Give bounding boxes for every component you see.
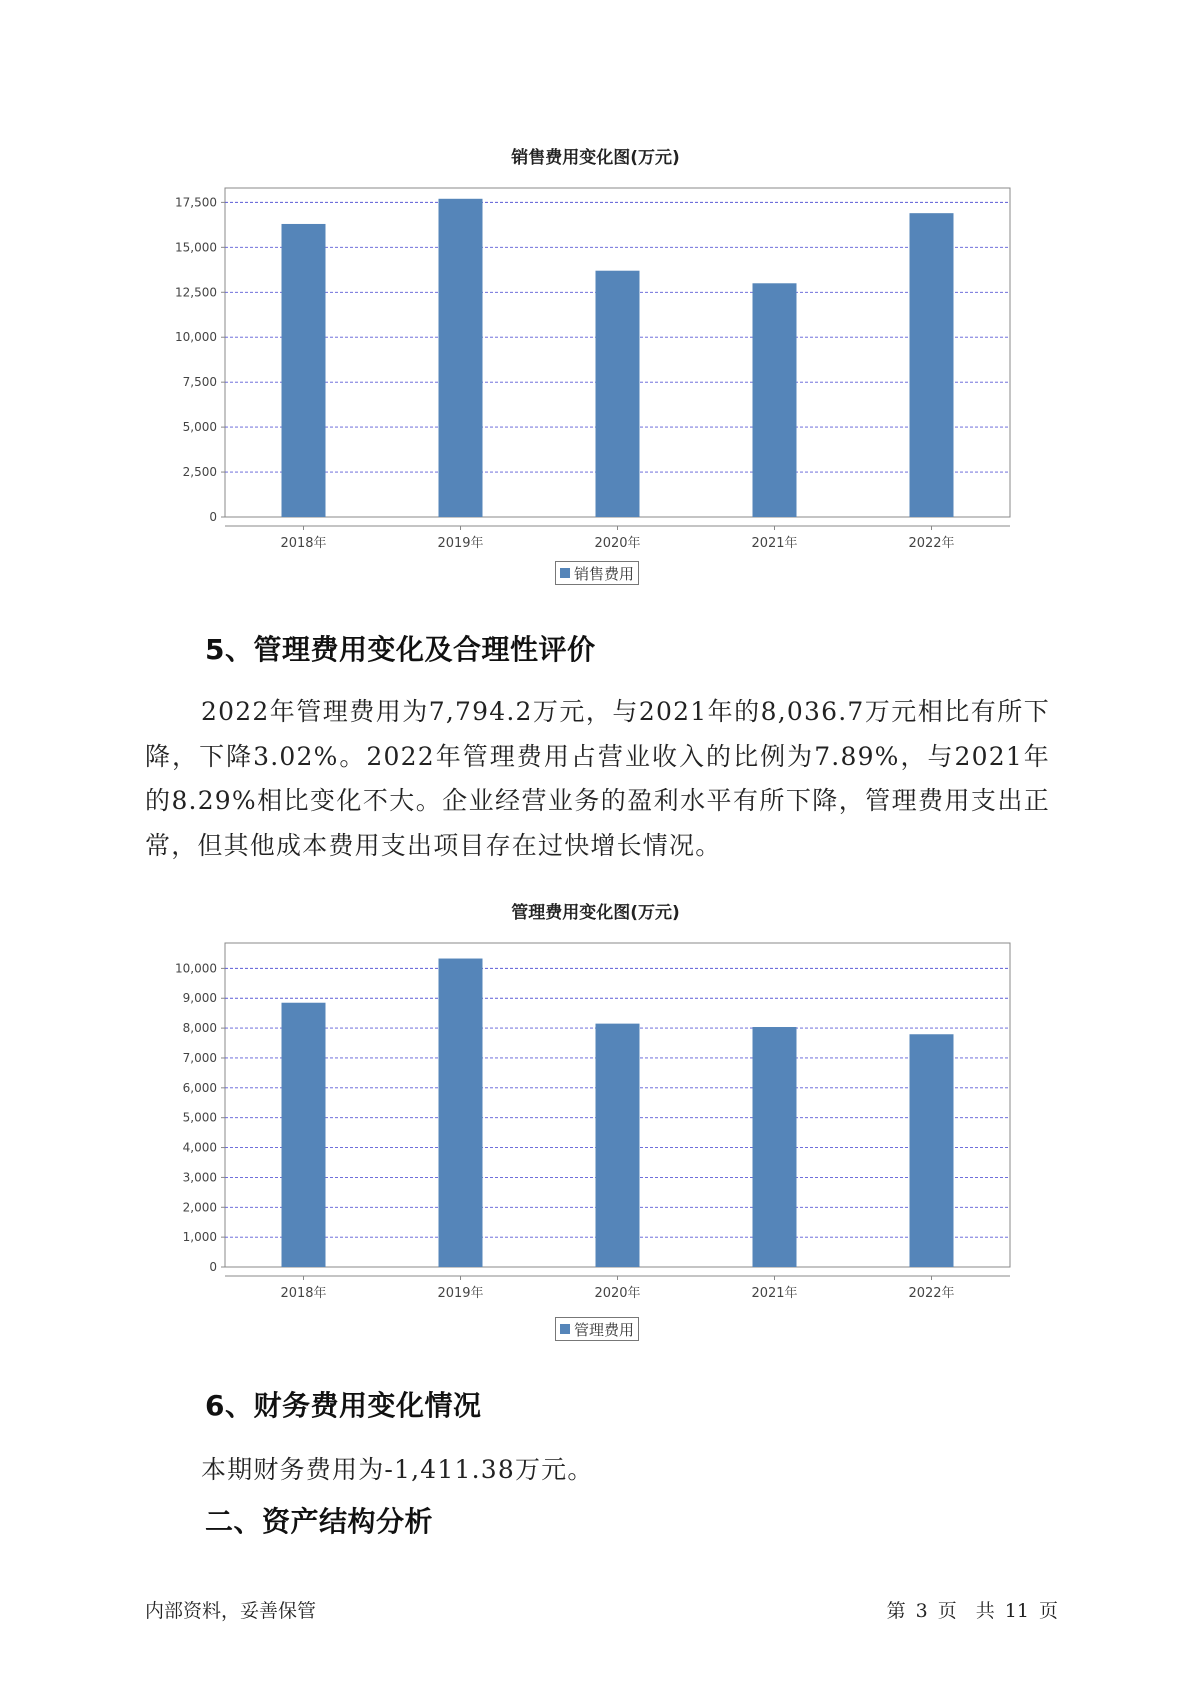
y-tick-label: 4,000 [182, 1140, 217, 1155]
bar [753, 283, 797, 517]
bar [596, 1024, 640, 1267]
chart-plot [0, 180, 1191, 560]
y-tick-label: 0 [209, 1260, 217, 1274]
bar [439, 959, 483, 1267]
y-tick-label: 6,000 [182, 1080, 217, 1095]
footer-page-number: 第 3 页 共 11 页 [886, 1600, 1058, 1622]
part-heading-asset-structure: 二、资产结构分析 [205, 1505, 434, 1538]
x-tick-label: 2021年 [751, 536, 798, 551]
y-tick-label: 10,000 [175, 961, 217, 976]
bar [596, 271, 640, 517]
bar [910, 213, 954, 517]
paragraph-text: 2022年管理费用为7,794.2万元，与2021年的8,036.7万元相比有所下降，下降3.02%。2022年管理费用占营业收入的比例为7.89%，与2021年的8.29%相比变化不大。企业经营业务的盈利水平有所下降，管理费用支出正常，但其他成本费用支出项目存在过快增长情况。 [145, 697, 1050, 860]
x-tick-label: 2019年 [437, 536, 484, 551]
chart-title: 销售费用变化图(万元) [511, 148, 680, 168]
y-tick-label: 2,500 [182, 465, 217, 480]
x-tick-label: 2020年 [594, 536, 641, 551]
y-tick-label: 0 [209, 510, 217, 524]
y-tick-label: 5,000 [182, 420, 217, 435]
y-tick-label: 3,000 [182, 1170, 217, 1185]
x-tick-label: 2021年 [751, 1286, 798, 1301]
y-tick-label: 12,500 [175, 285, 217, 300]
section-paragraph-5 [145, 690, 1050, 868]
y-tick-label: 7,500 [182, 375, 217, 390]
y-tick-label: 5,000 [182, 1110, 217, 1125]
y-tick-label: 15,000 [175, 240, 217, 255]
bar [910, 1034, 954, 1267]
x-tick-label: 2018年 [280, 536, 327, 551]
x-tick-label: 2022年 [908, 1286, 955, 1301]
y-tick-label: 2,000 [182, 1200, 217, 1215]
legend-label: 管理费用 [574, 1320, 635, 1339]
y-tick-label: 7,000 [182, 1050, 217, 1065]
bar [282, 1003, 326, 1267]
paragraph-text: 本期财务费用为-1,411.38万元。 [201, 1455, 594, 1484]
y-tick-label: 17,500 [175, 195, 217, 210]
section-paragraph-6 [145, 1448, 1050, 1493]
legend-swatch-icon [560, 568, 570, 578]
bar [753, 1027, 797, 1267]
section-heading-6: 6、财务费用变化情况 [205, 1389, 482, 1422]
bar [439, 199, 483, 517]
y-tick-label: 9,000 [182, 991, 217, 1006]
y-tick-label: 1,000 [182, 1230, 217, 1245]
x-tick-label: 2018年 [280, 1286, 327, 1301]
section-heading-5: 5、管理费用变化及合理性评价 [205, 633, 596, 666]
chart-legend [555, 1317, 639, 1341]
chart-legend [555, 561, 639, 585]
x-tick-label: 2022年 [908, 536, 955, 551]
footer-confidential-note: 内部资料，妥善保管 [145, 1600, 317, 1622]
x-tick-label: 2019年 [437, 1286, 484, 1301]
legend-label: 销售费用 [574, 564, 635, 583]
bar [282, 224, 326, 517]
chart-plot [0, 935, 1191, 1315]
x-tick-label: 2020年 [594, 1286, 641, 1301]
legend-swatch-icon [560, 1324, 570, 1334]
chart-title: 管理费用变化图(万元) [511, 903, 680, 923]
y-tick-label: 8,000 [182, 1021, 217, 1036]
y-tick-label: 10,000 [175, 330, 217, 345]
